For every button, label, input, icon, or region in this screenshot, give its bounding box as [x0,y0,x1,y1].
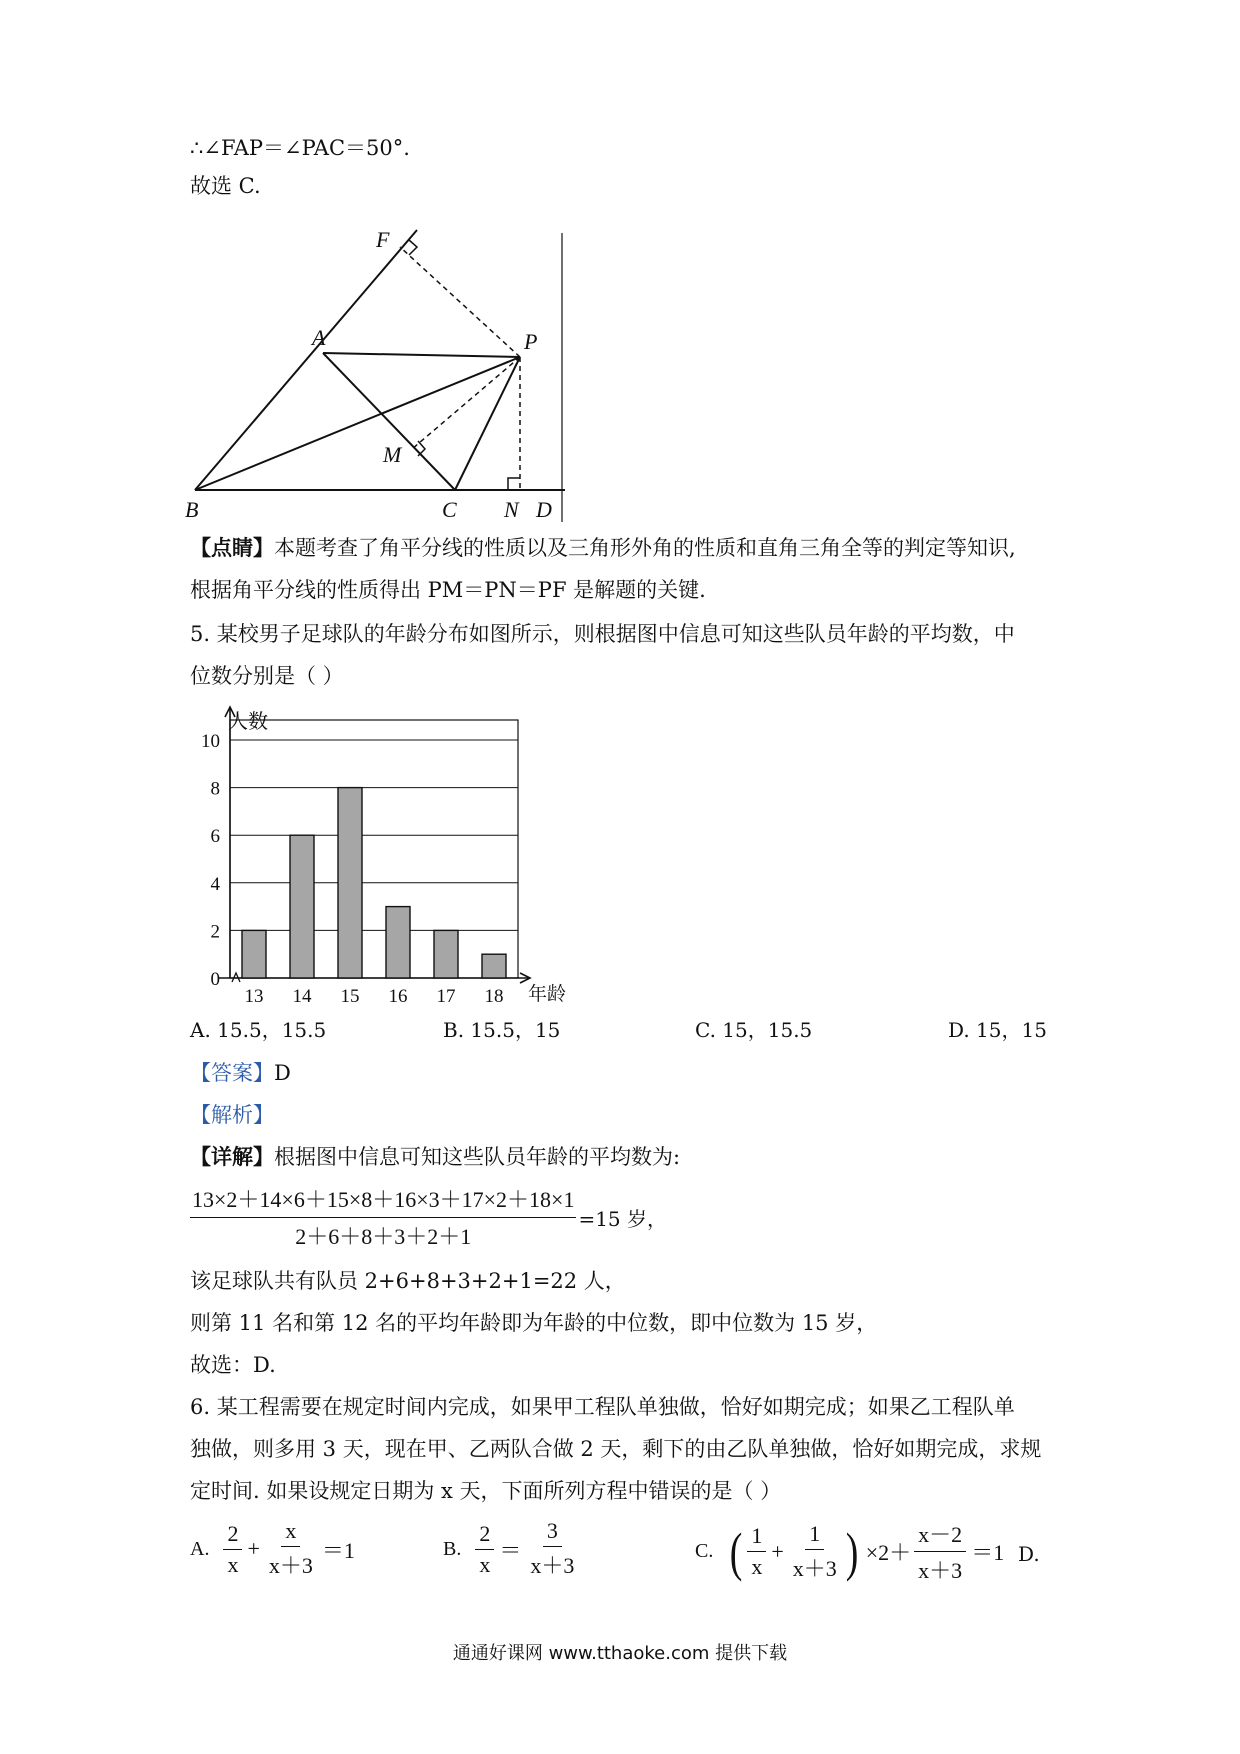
chart-ylabel: 人数 [228,709,268,733]
analysis-tag: 【解析】 [190,1103,274,1127]
chart-bar [242,930,266,978]
q6-b-frac-2 [526,1518,578,1580]
q6-option-c[interactable] [695,1518,1009,1585]
q6-a-frac-2-den: x＋3 [268,1553,313,1578]
q6-option-a[interactable] [190,1518,360,1580]
detail-text: 根据图中信息可知这些队员年龄的平均数为: [274,1145,681,1169]
chart-xtick-label: 17 [436,986,456,1007]
q6-a-frac-1-den: x [227,1551,239,1577]
q5-stem-line-1: 5. 某校男子足球队的年龄分布如图所示，则根据图中信息可知这些队员年龄的平均数，中 [190,622,1015,646]
dianjing-text-2: 根据角平分线的性质得出 PM＝PN＝PF 是解题的关键. [190,578,706,602]
q6-b-frac-1-num: 2 [475,1521,494,1550]
q6-c-frac-1 [747,1523,766,1580]
detail-line [190,1143,680,1171]
q6-b-frac-1-den: x [479,1551,491,1577]
chart-xlabel: 年龄 [528,983,567,1005]
chart-xtick-label: 15 [340,986,360,1007]
q5-stem-line-2: 位数分别是（ ） [190,664,344,688]
q6-stem-line-3: 定时间. 如果设规定日期为 x 天，下面所列方程中错误的是（ ） [190,1479,782,1503]
q6-c-frac-3-den: x＋3 [918,1558,963,1583]
total-players-line: 该足球队共有队员 2+6+8+3+2+1=22 人， [190,1269,626,1293]
q6-stem-line-1: 6. 某工程需要在规定时间内完成，如果甲工程队单独做，恰好如期完成；如果乙工程队单 [190,1395,1015,1419]
answer-value: D [274,1061,291,1085]
q6-option-b[interactable] [443,1518,578,1580]
q6-c-frac-1-num: 1 [747,1523,766,1552]
q6-option-b-label: B. [443,1537,462,1560]
chart-bar [386,907,410,978]
q5-option-b[interactable]: B. 15.5，15 [443,1018,561,1042]
prev-conclusion: ∴∠FAP＝∠PAC＝50°. [190,136,410,160]
q5-option-a[interactable]: A. 15.5，15.5 [190,1018,327,1042]
q5-option-c[interactable]: C. 15，15.5 [695,1018,813,1042]
q6-a-plus: + [247,1536,260,1561]
page-footer: 通通好课网 www.tthaoke.com 提供下载 [452,1643,788,1664]
chart-xtick-label: 16 [388,986,408,1007]
prev-choose: 故选 C. [190,174,261,198]
chart-ytick-label: 0 [210,969,220,990]
dianjing-text-1: 本题考查了角平分线的性质以及三角形外角的性质和直角三角全等的判定等知识, [274,536,1016,560]
q6-b-eq: ＝ [499,1537,522,1563]
q6-c-times: ×2＋ [865,1540,912,1565]
chart-xtick-label: 18 [484,986,504,1007]
chart-ytick-label: 6 [210,826,220,848]
q6-a-frac-1 [223,1521,242,1578]
point-label-a: A [312,325,326,350]
point-label-c: C [442,497,457,522]
chart-xtick-label: 14 [292,986,312,1007]
q6-c-plus: + [771,1538,784,1564]
q6-a-rhs: ＝1 [321,1537,355,1563]
q6-c-frac-1-den: x [751,1554,763,1579]
q5-choose-line: 故选：D. [190,1353,276,1377]
chart-bar [338,788,362,978]
q6-c-left-paren: ( [730,1521,743,1582]
chart-bar [482,954,506,978]
chart-ytick-label: 4 [210,873,220,895]
q6-b-frac-1 [475,1521,494,1578]
q6-option-d-label: D. [1018,1542,1040,1566]
point-label-n: N [504,497,519,522]
q6-b-frac-2-num: 3 [543,1518,562,1547]
point-label-b: B [185,497,199,522]
q5-answer-line [190,1059,291,1087]
q5-option-d[interactable]: D. 15，15 [948,1018,1047,1042]
q6-c-frac-2-den: x＋3 [792,1555,837,1581]
q6-a-frac-2-num: x [281,1518,300,1547]
q6-c-frac-3 [914,1518,966,1585]
mean-result: =15 岁， [578,1206,668,1231]
q6-option-d[interactable] [1018,1542,1040,1566]
dianjing-line-1 [190,534,1016,562]
chart-ytick-label: 8 [210,778,220,800]
answer-tag: 【答案】 [190,1061,274,1085]
chart-plot-frame [230,720,518,978]
mean-numerator: 13×2＋14×6＋15×8＋16×3＋17×2＋18×1 [190,1183,576,1218]
point-label-m: M [383,442,402,467]
median-line: 则第 11 名和第 12 名的平均年龄即为年龄的中位数，即中位数为 15 岁， [190,1311,878,1335]
q6-option-c-label: C. [695,1540,714,1562]
point-label-d: D [536,497,552,522]
geometry-figure [180,225,580,525]
chart-bar [290,835,314,978]
q6-stem-line-2: 独做，则多用 3 天，现在甲、乙两队合做 2 天，剩下的由乙队单独做，恰好如期完成，求规 [190,1437,1042,1461]
q6-a-frac-2 [265,1518,317,1580]
q6-c-frac-2 [789,1521,841,1583]
q6-b-frac-2-den: x＋3 [530,1553,575,1578]
detail-tag: 【详解】 [190,1144,274,1169]
chart-bar [434,930,458,978]
q6-option-a-label: A. [190,1537,210,1560]
q6-a-frac-1-num: 2 [223,1521,242,1550]
point-label-f: F [376,227,390,252]
q6-c-frac-2-num: 1 [805,1521,824,1550]
chart-ytick-label: 10 [201,731,220,752]
q6-c-right-paren: ) [845,1521,859,1582]
chart-xtick-label: 13 [244,986,264,1007]
q6-c-frac-3-num: x－2 [914,1518,966,1552]
chart-ytick-label: 2 [210,921,220,943]
q6-c-rhs: ＝1 [971,1540,1005,1565]
dianjing-tag: 【点睛】 [190,535,274,560]
mean-formula [190,1183,667,1251]
point-label-p: P [524,329,538,354]
age-bar-chart [190,705,580,1010]
mean-denominator: 2＋6＋8＋3＋2＋1 [295,1224,472,1249]
mean-fraction [190,1183,576,1251]
